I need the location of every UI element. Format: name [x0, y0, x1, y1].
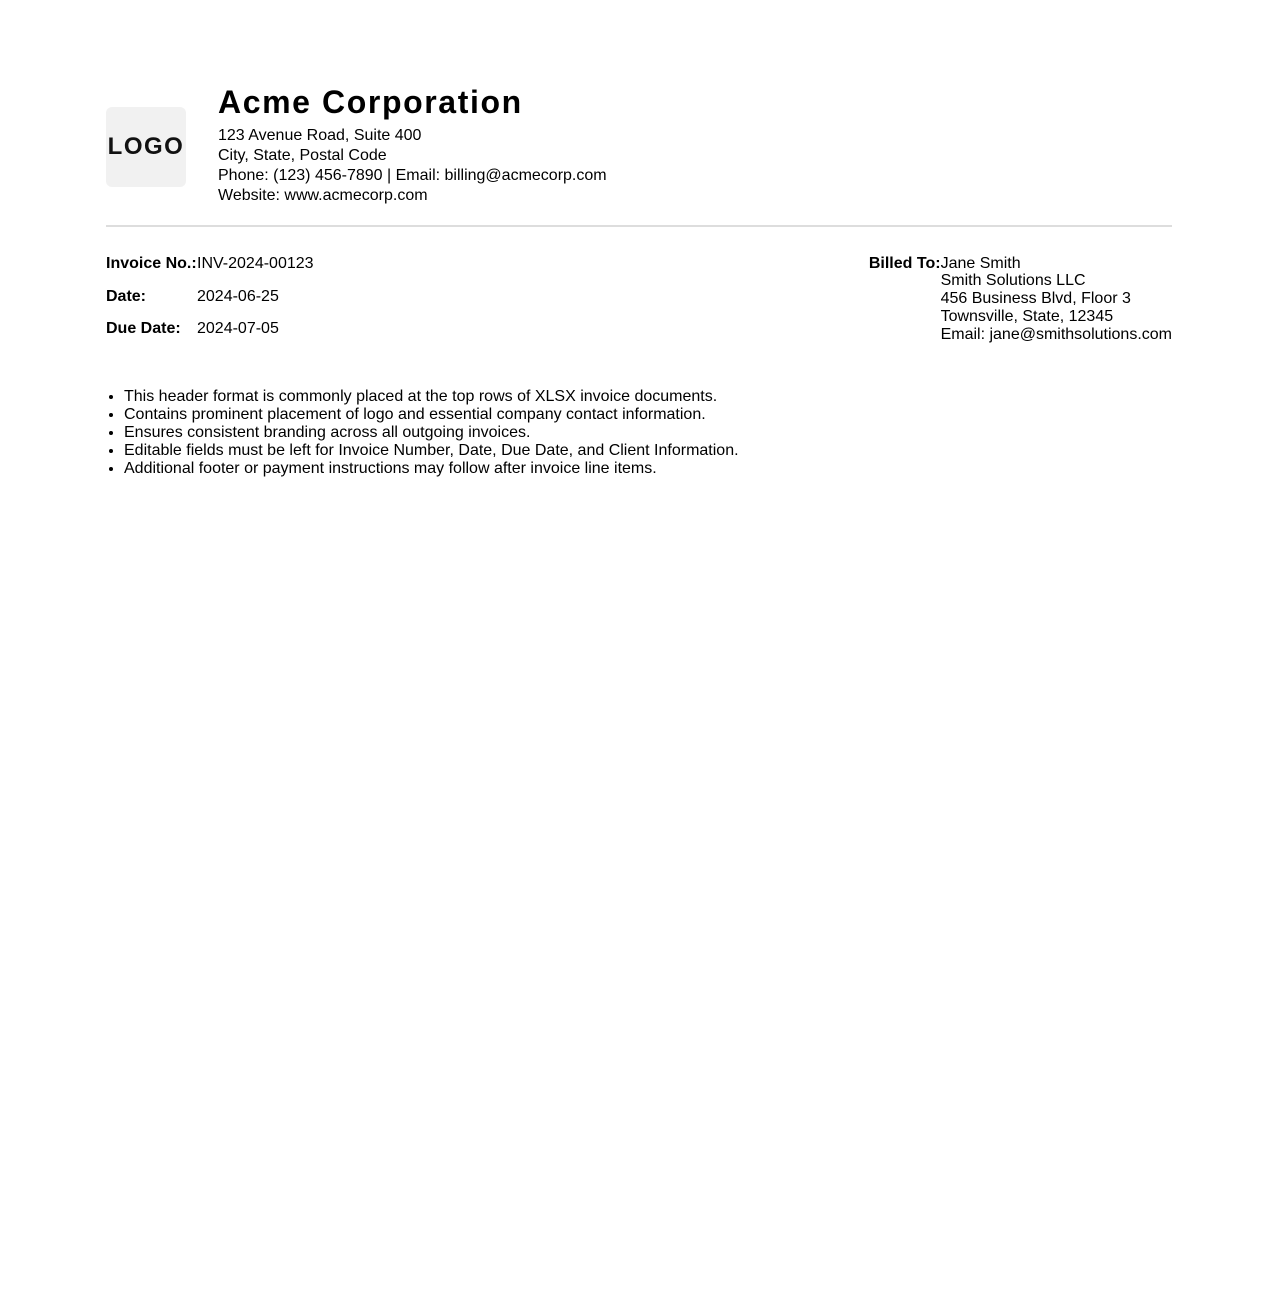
invoice-details — [106, 254, 314, 339]
billed-to-address: 456 Business Blvd, Floor 3 — [940, 290, 1131, 307]
billed-to-name: Jane Smith — [940, 255, 1021, 272]
invoice-due-date-label: Due Date: — [106, 320, 181, 337]
billed-to-details — [941, 254, 1172, 344]
company-website: Website: www.acmecorp.com — [218, 187, 428, 204]
invoice-due-date-value: 2024-07-05 — [197, 320, 279, 337]
billed-to-block — [869, 254, 1172, 344]
invoice-due-date-row — [106, 319, 314, 339]
invoice-header — [106, 84, 1172, 210]
notes-list — [106, 388, 739, 478]
billed-to-company: Smith Solutions LLC — [940, 272, 1086, 289]
invoice-date-row — [106, 287, 314, 307]
company-address-line2: City, State, Postal Code — [218, 147, 387, 164]
company-name: Acme Corporation — [218, 84, 523, 120]
billed-to-email: Email: jane@smithsolutions.com — [940, 326, 1172, 343]
company-logo: LOGO — [106, 107, 186, 187]
billed-to-city: Townsville, State, 12345 — [940, 308, 1114, 325]
list-item: • This header format is commonly placed at the top rows of XLSX invoice documents. — [124, 388, 739, 406]
header-divider — [106, 225, 1172, 227]
invoice-date-label: Date: — [106, 287, 147, 305]
invoice-number-label: Invoice No.: — [106, 255, 197, 272]
company-contact: Phone: (123) 456-7890 | Email: billing@acmecorp.com — [218, 167, 607, 184]
invoice-number-value: INV-2024-00123 — [197, 255, 314, 272]
invoice-date-value: 2024-06-25 — [197, 287, 279, 305]
list-item: • Additional footer or payment instructions may follow after invoice line items. — [124, 460, 739, 478]
list-item: • Editable fields must be left for Invoice Number, Date, Due Date, and Client Information. — [124, 442, 739, 460]
invoice-number-row — [106, 254, 314, 274]
list-item: • Contains prominent placement of logo and essential company contact information. — [124, 406, 739, 424]
list-item: • Ensures consistent branding across all outgoing invoices. — [124, 424, 739, 442]
company-info — [218, 84, 607, 206]
billed-to-label: Billed To: — [868, 255, 941, 272]
company-address-line1: 123 Avenue Road, Suite 400 — [218, 127, 422, 144]
